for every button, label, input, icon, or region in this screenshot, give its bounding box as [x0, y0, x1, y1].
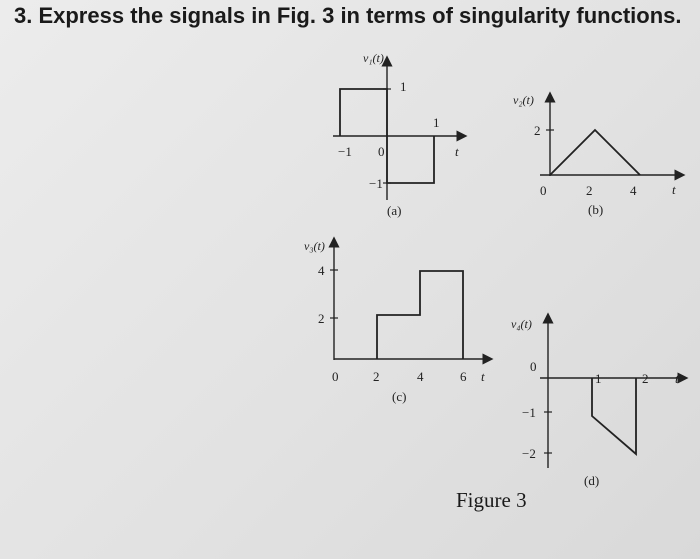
graph-c-tick-label-x0: 0 [332, 369, 339, 384]
graph-b-tick-label-y2: 2 [534, 123, 541, 138]
graph-b-ylabel: v₂(t) [513, 93, 534, 107]
graph-b-sublabel: (b) [588, 202, 604, 217]
graph-d-tick-label-yneg1: −1 [522, 405, 536, 420]
graph-c-ylabel: v₃(t) [304, 239, 325, 253]
graph-b-xlabel: t [672, 182, 676, 197]
graph-b-tick-label-x4: 4 [630, 183, 637, 198]
graph-a-tick-label-yneg1: −1 [369, 176, 383, 191]
graph-c-tick-label-y2: 2 [318, 311, 325, 326]
graph-d-tick-label-x1: 1 [595, 371, 602, 386]
graph-c-xlabel: t [481, 369, 485, 384]
graph-d-sublabel: (d) [584, 473, 600, 488]
graph-d-tick-label-y0: 0 [530, 359, 537, 374]
graph-a-tick-label-x0: 0 [378, 144, 385, 159]
graph-a-tick-label-x1: 1 [433, 115, 440, 130]
graph-b-signal [550, 130, 640, 175]
graph-a-xlabel: t [455, 144, 459, 159]
graph-c-tick-label-x2: 2 [373, 369, 380, 384]
question-text: 3. Express the signals in Fig. 3 in terms of singularity functions. [14, 3, 682, 28]
graph-a-ylabel: v₁(t) [363, 51, 384, 65]
graph-d-signal [592, 378, 636, 454]
graph-c-tick-label-x6: 6 [460, 369, 467, 384]
graph-b [513, 93, 680, 217]
graph-c [304, 239, 488, 404]
graph-d-ylabel: v₄(t) [511, 317, 532, 331]
graph-c-sublabel: (c) [392, 389, 407, 404]
graph-b-tick-label-x2: 2 [586, 183, 593, 198]
graph-d-xlabel: t [675, 371, 679, 386]
graph-c-tick-label-y4: 4 [318, 263, 325, 278]
graph-c-signal [377, 271, 463, 359]
graph-d [511, 317, 683, 488]
graph-a-sublabel: (a) [387, 203, 402, 218]
graph-a-tick-label-x-neg1: −1 [338, 144, 352, 159]
graph-a-tick-label-y1: 1 [400, 79, 407, 94]
figure-caption: Figure 3 [456, 488, 527, 512]
graph-a [333, 51, 462, 218]
graph-c-tick-label-x4: 4 [417, 369, 424, 384]
graph-d-tick-label-yneg2: −2 [522, 446, 536, 461]
graph-d-tick-label-x2: 2 [642, 371, 649, 386]
graph-b-tick-label-x0: 0 [540, 183, 547, 198]
